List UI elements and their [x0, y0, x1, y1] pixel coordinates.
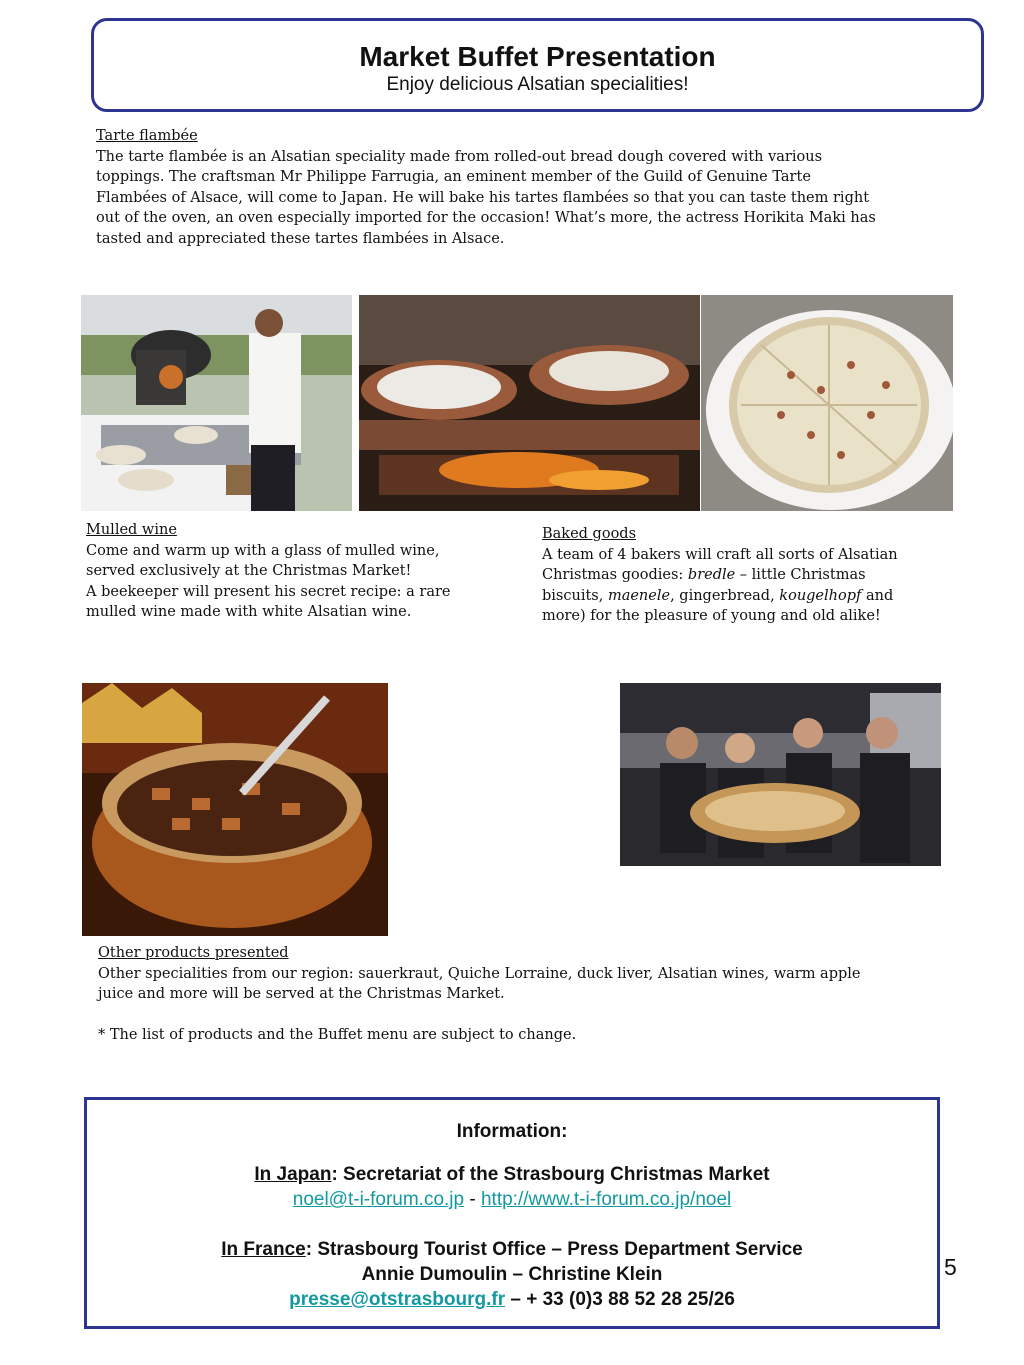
- tarte-line: toppings. The craftsman Mr Philippe Farrugia, an eminent member of the Guild of Genuine Tarte: [96, 169, 811, 185]
- page-number: 5: [944, 1254, 957, 1280]
- tarte-section: [96, 126, 956, 249]
- japan-links: noel@t-i-forum.co.jp - http://www.t-i-forum.co.jp/noel: [292, 1189, 732, 1210]
- tarte-line: Flambées of Alsace, will come to Japan. He will bake his tartes flambées so that you can taste them right: [96, 189, 870, 206]
- baked-goods-line: more) for the pleasure of young and old alike!: [542, 608, 881, 624]
- mulled-wine-line: Come and warm up with a glass of mulled wine,: [86, 542, 440, 559]
- japan-email-link[interactable]: noel@t-i-forum.co.jp: [292, 1189, 465, 1210]
- tarte-line: tasted and appreciated these tartes flambées in Alsace.: [96, 230, 505, 247]
- mulled-wine-line: served exclusively at the Christmas Market!: [86, 563, 412, 579]
- mulled-wine-line: mulled wine made with white Alsatian wine.: [86, 604, 412, 620]
- baked-goods-line: biscuits, maenele, gingerbread, kougelhopf and: [542, 587, 894, 604]
- baked-goods-heading: Baked goods: [542, 526, 637, 542]
- mulled-wine-section: [86, 520, 506, 623]
- japan-website-link[interactable]: http://www.t-i-forum.co.jp/noel: [480, 1189, 732, 1210]
- bakers-team-photo: [620, 683, 941, 866]
- other-products-section: [98, 943, 958, 1046]
- wood-oven-photo: [359, 295, 700, 511]
- information-box: [84, 1097, 940, 1329]
- page-subtitle: Enjoy delicious Alsatian specialities!: [386, 74, 689, 95]
- chef-baking-photo: [81, 295, 352, 511]
- baked-goods-section: [542, 524, 962, 627]
- disclaimer-note: * The list of products and the Buffet menu are subject to change.: [98, 1027, 577, 1043]
- france-email-link[interactable]: presse@otstrasbourg.fr: [289, 1289, 506, 1310]
- france-contact: In France: Strasbourg Tourist Office – Press Department Service: [221, 1239, 803, 1260]
- mulled-wine-pot-photo: [82, 683, 388, 936]
- japan-label: In Japan: [254, 1164, 332, 1185]
- tarte-line: out of the oven, an oven especially imported for the occasion! What’s more, the actress Horikita Maki has: [96, 210, 876, 226]
- information-title: Information:: [456, 1121, 568, 1142]
- tarte-flambee-photo: [701, 295, 953, 511]
- other-products-line: Other specialities from our region: sauerkraut, Quiche Lorraine, duck liver, Alsatian wines, warm apple: [98, 965, 861, 982]
- france-label: In France: [221, 1239, 306, 1260]
- page-title: Market Buffet Presentation: [359, 41, 716, 72]
- mulled-wine-line: A beekeeper will present his secret recipe: a rare: [86, 583, 451, 600]
- other-products-heading: Other products presented: [98, 945, 289, 961]
- title-box: [91, 18, 984, 112]
- tarte-heading: Tarte flambée: [96, 128, 198, 144]
- other-products-line: juice and more will be served at the Christmas Market.: [98, 986, 505, 1002]
- mulled-wine-heading: Mulled wine: [86, 522, 177, 538]
- japan-contact: In Japan: Secretariat of the Strasbourg Christmas Market: [254, 1164, 770, 1185]
- france-email-phone: presse@otstrasbourg.fr – + 33 (0)3 88 52 28 25/26: [289, 1289, 735, 1310]
- baked-goods-line: A team of 4 bakers will craft all sorts of Alsatian: [542, 546, 898, 563]
- france-contacts-names: Annie Dumoulin – Christine Klein: [361, 1264, 663, 1285]
- baked-goods-line: Christmas goodies: bredle – little Christmas: [542, 567, 866, 583]
- tarte-line: The tarte flambée is an Alsatian speciality made from rolled-out bread dough covered with various: [96, 148, 823, 165]
